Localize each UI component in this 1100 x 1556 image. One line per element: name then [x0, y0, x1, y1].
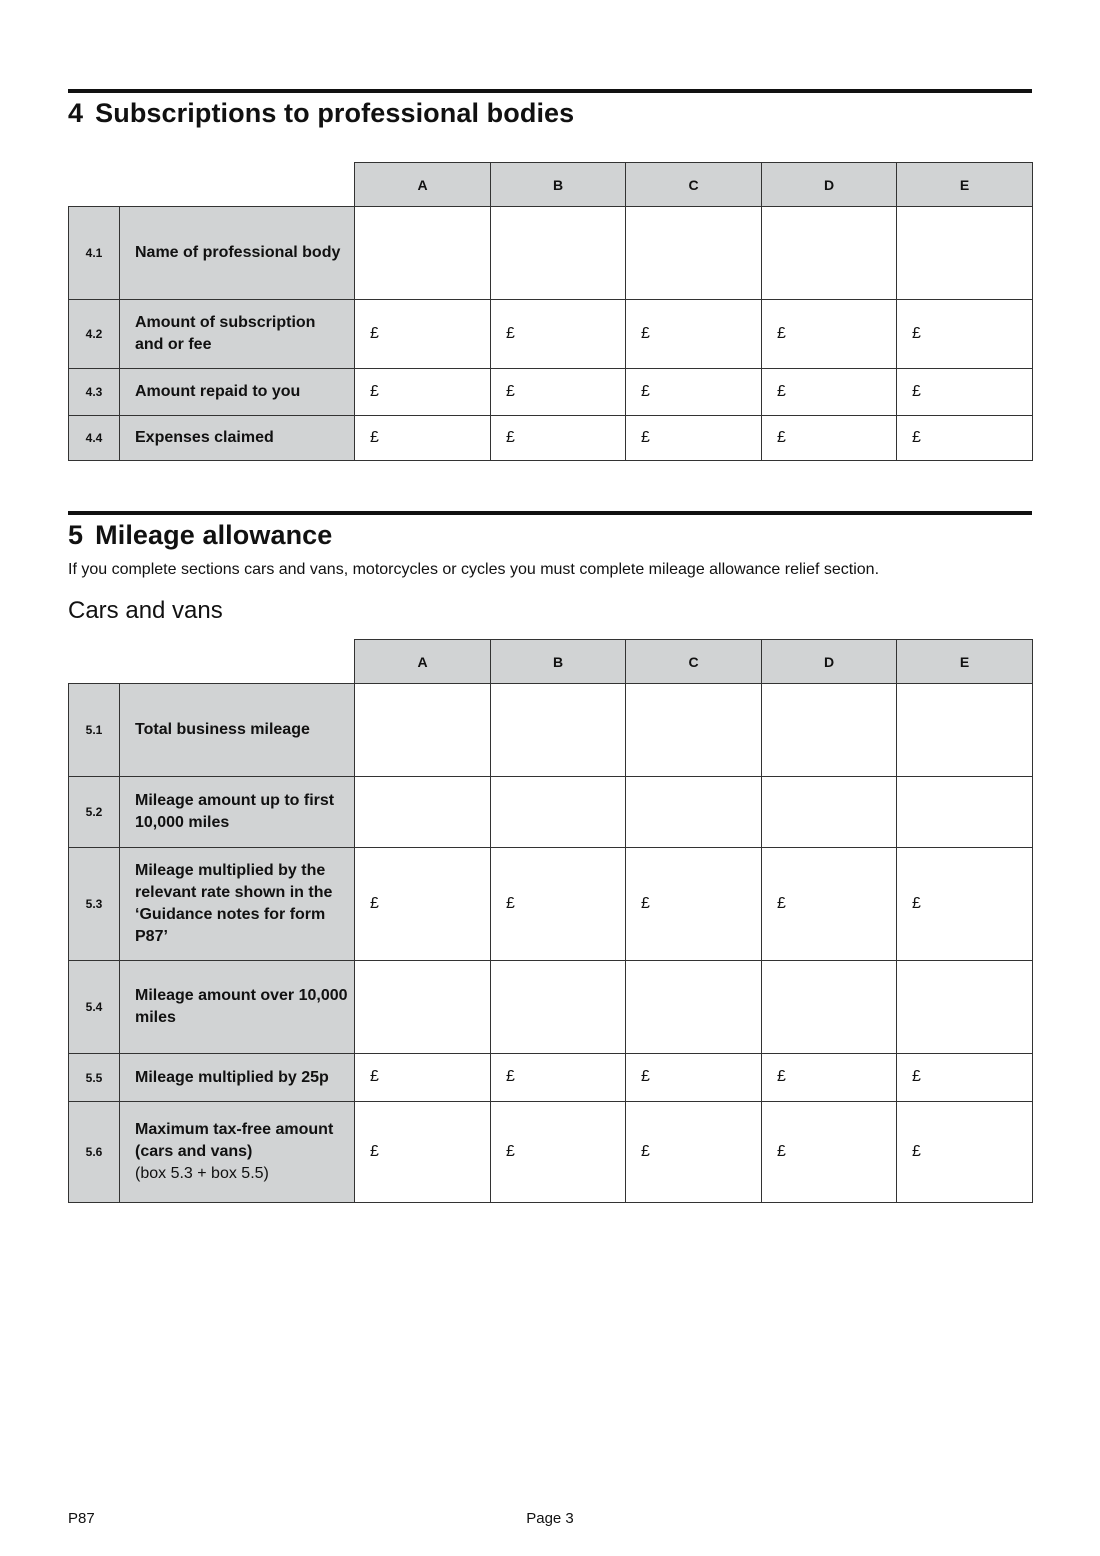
entry-5-1-e[interactable] [897, 684, 1033, 777]
entry-5-1-c[interactable] [626, 684, 762, 777]
entry-5-2-a[interactable] [355, 777, 491, 848]
column-header-e: E [897, 640, 1033, 684]
row-4-3 [69, 369, 1033, 416]
section-5-number: 5 [68, 520, 84, 550]
row-label: Mileage multiplied by 25p [120, 1054, 355, 1102]
column-header-b: B [491, 163, 626, 207]
column-header-c: C [626, 163, 762, 207]
row-4-2 [69, 300, 1033, 369]
entry-4-2-d[interactable] [762, 300, 897, 369]
row-label: Amount repaid to you [120, 369, 355, 416]
row-number: 5.1 [69, 684, 120, 777]
entry-5-3-c[interactable] [626, 848, 762, 961]
row-label: Mileage multiplied by the relevant rate shown in the ‘Guidance notes for form P87’ [120, 848, 355, 961]
pound-sign: £ [370, 1143, 379, 1160]
entry-4-2-a[interactable] [355, 300, 491, 369]
entry-5-3-b[interactable] [491, 848, 626, 961]
entry-4-4-c[interactable] [626, 416, 762, 461]
pound-sign: £ [370, 383, 379, 400]
entry-5-5-d[interactable] [762, 1054, 897, 1102]
column-header-d: D [762, 640, 897, 684]
row-label: Mileage amount up to first 10,000 miles [120, 777, 355, 848]
column-header-a: A [355, 163, 491, 207]
row-5-4 [69, 961, 1033, 1054]
section-4-number: 4 [68, 98, 84, 128]
entry-5-5-c[interactable] [626, 1054, 762, 1102]
row-label-text: Maximum tax-free amount (cars and vans) [135, 1121, 334, 1160]
row-number: 5.3 [69, 848, 120, 961]
entry-5-2-b[interactable] [491, 777, 626, 848]
row-label: Expenses claimed [120, 416, 355, 461]
row-number: 4.1 [69, 207, 120, 300]
pound-sign: £ [641, 1143, 650, 1160]
entry-5-2-d[interactable] [762, 777, 897, 848]
section-5-title: Mileage allowance [95, 520, 333, 550]
row-label: Amount of subscription and or fee [120, 300, 355, 369]
entry-4-1-c[interactable] [626, 207, 762, 300]
entry-4-1-e[interactable] [897, 207, 1033, 300]
pound-sign: £ [641, 1068, 650, 1085]
entry-5-1-b[interactable] [491, 684, 626, 777]
row-4-4 [69, 416, 1033, 461]
entry-5-3-e[interactable] [897, 848, 1033, 961]
column-header-a: A [355, 640, 491, 684]
pound-sign: £ [912, 1143, 921, 1160]
pound-sign: £ [506, 325, 515, 342]
section-5-intro: If you complete sections cars and vans, motorcycles or cycles you must complete mileage allowance relief section. [68, 561, 880, 578]
pound-sign: £ [912, 429, 921, 446]
entry-4-1-a[interactable] [355, 207, 491, 300]
row-number: 4.3 [69, 369, 120, 416]
entry-4-2-c[interactable] [626, 300, 762, 369]
entry-5-5-b[interactable] [491, 1054, 626, 1102]
pound-sign: £ [912, 383, 921, 400]
entry-4-4-b[interactable] [491, 416, 626, 461]
pound-sign: £ [370, 895, 379, 912]
entry-4-3-b[interactable] [491, 369, 626, 416]
pound-sign: £ [641, 383, 650, 400]
section-5-rule [68, 511, 1032, 515]
entry-4-2-e[interactable] [897, 300, 1033, 369]
row-label: Mileage amount over 10,000 miles [120, 961, 355, 1054]
pound-sign: £ [777, 429, 786, 446]
row-5-2 [69, 777, 1033, 848]
row-number: 5.5 [69, 1054, 120, 1102]
entry-5-4-b[interactable] [491, 961, 626, 1054]
pound-sign: £ [641, 895, 650, 912]
row-5-3 [69, 848, 1033, 961]
pound-sign: £ [777, 325, 786, 342]
entry-5-6-d[interactable] [762, 1102, 897, 1203]
entry-5-4-d[interactable] [762, 961, 897, 1054]
entry-5-4-e[interactable] [897, 961, 1033, 1054]
row-number: 4.2 [69, 300, 120, 369]
row-label: Name of professional body [120, 207, 355, 300]
row-number: 5.4 [69, 961, 120, 1054]
pound-sign: £ [777, 383, 786, 400]
entry-5-4-a[interactable] [355, 961, 491, 1054]
pound-sign: £ [641, 429, 650, 446]
row-4-1 [69, 207, 1033, 300]
pound-sign: £ [370, 429, 379, 446]
section-4-rule [68, 89, 1032, 93]
entry-4-4-d[interactable] [762, 416, 897, 461]
pound-sign: £ [506, 1143, 515, 1160]
section-4-title: Subscriptions to professional bodies [95, 98, 575, 128]
cars-and-vans-table [68, 639, 1033, 1203]
column-header-d: D [762, 163, 897, 207]
row-number: 5.2 [69, 777, 120, 848]
row-label-note: (box 5.3 + box 5.5) [135, 1165, 269, 1182]
row-5-5 [69, 1054, 1033, 1102]
pound-sign: £ [506, 429, 515, 446]
pound-sign: £ [777, 895, 786, 912]
entry-5-6-c[interactable] [626, 1102, 762, 1203]
entry-4-1-d[interactable] [762, 207, 897, 300]
entry-5-3-a[interactable] [355, 848, 491, 961]
subscriptions-table [68, 162, 1033, 461]
pound-sign: £ [370, 325, 379, 342]
pound-sign: £ [506, 383, 515, 400]
entry-5-4-c[interactable] [626, 961, 762, 1054]
pound-sign: £ [912, 895, 921, 912]
entry-4-4-e[interactable] [897, 416, 1033, 461]
row-number: 4.4 [69, 416, 120, 461]
row-label [120, 1102, 355, 1203]
entry-5-1-d[interactable] [762, 684, 897, 777]
entry-4-2-b[interactable] [491, 300, 626, 369]
entry-4-3-c[interactable] [626, 369, 762, 416]
row-label: Total business mileage [120, 684, 355, 777]
entry-5-5-e[interactable] [897, 1054, 1033, 1102]
entry-4-3-a[interactable] [355, 369, 491, 416]
pound-sign: £ [777, 1068, 786, 1085]
row-5-1 [69, 684, 1033, 777]
section-4-heading [68, 98, 574, 129]
entry-4-1-b[interactable] [491, 207, 626, 300]
column-header-c: C [626, 640, 762, 684]
entry-5-6-e[interactable] [897, 1102, 1033, 1203]
column-header-e: E [897, 163, 1033, 207]
form-code: P87 [68, 1510, 95, 1527]
entry-5-1-a[interactable] [355, 684, 491, 777]
section-5-heading [68, 520, 332, 551]
row-number: 5.6 [69, 1102, 120, 1203]
page-number: Page 3 [526, 1510, 574, 1527]
entry-5-5-a[interactable] [355, 1054, 491, 1102]
entry-5-2-c[interactable] [626, 777, 762, 848]
entry-4-3-e[interactable] [897, 369, 1033, 416]
entry-5-2-e[interactable] [897, 777, 1033, 848]
row-5-6 [69, 1102, 1033, 1203]
pound-sign: £ [506, 895, 515, 912]
entry-5-6-a[interactable] [355, 1102, 491, 1203]
pound-sign: £ [777, 1143, 786, 1160]
entry-4-3-d[interactable] [762, 369, 897, 416]
pound-sign: £ [912, 1068, 921, 1085]
pound-sign: £ [506, 1068, 515, 1085]
pound-sign: £ [641, 325, 650, 342]
column-header-b: B [491, 640, 626, 684]
entry-4-4-a[interactable] [355, 416, 491, 461]
cars-and-vans-subheading: Cars and vans [68, 597, 223, 624]
pound-sign: £ [912, 325, 921, 342]
entry-5-6-b[interactable] [491, 1102, 626, 1203]
entry-5-3-d[interactable] [762, 848, 897, 961]
pound-sign: £ [370, 1068, 379, 1085]
